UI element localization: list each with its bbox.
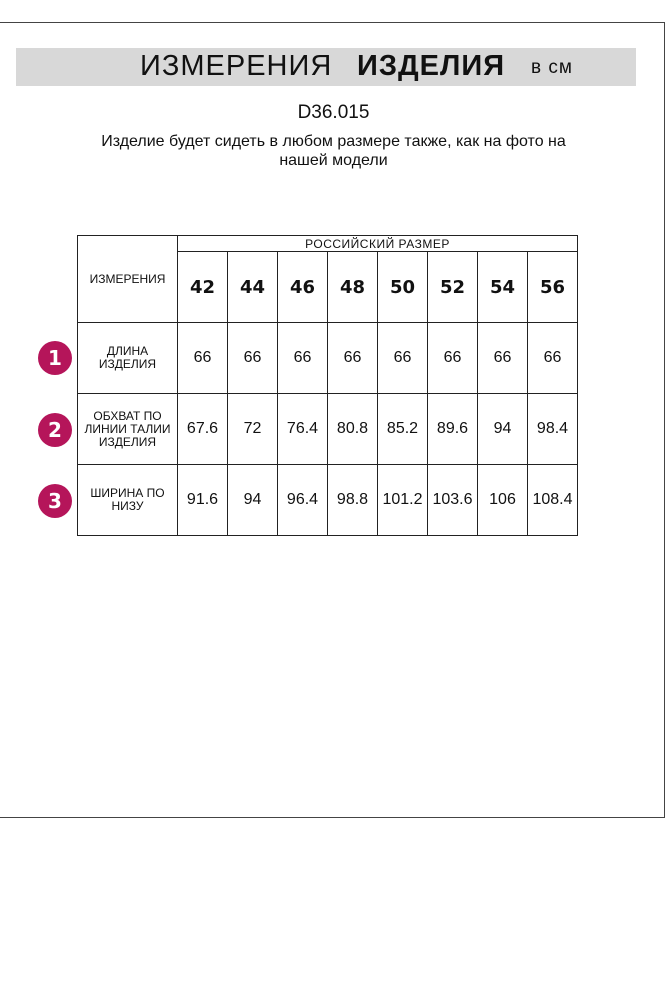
title-unit: в см bbox=[531, 57, 573, 78]
title-measurements: ИЗМЕРЕНИЯ bbox=[140, 50, 333, 82]
table-cell: 108.4 bbox=[528, 465, 578, 536]
size-header: 48 bbox=[328, 252, 378, 323]
table-cell: 66 bbox=[478, 323, 528, 394]
table-cell: 103.6 bbox=[428, 465, 478, 536]
row-badge-3: 3 bbox=[38, 484, 72, 518]
row-badge-1: 1 bbox=[38, 341, 72, 375]
table-cell: 101.2 bbox=[378, 465, 428, 536]
table-cell: 66 bbox=[428, 323, 478, 394]
row-label bbox=[78, 323, 178, 394]
table-cell: 96.4 bbox=[278, 465, 328, 536]
row-label-line: НИЗУ bbox=[111, 499, 144, 513]
table-row bbox=[78, 465, 578, 536]
row-label-line: ДЛИНА bbox=[106, 344, 149, 358]
title-bar bbox=[16, 48, 636, 86]
table-cell: 66 bbox=[328, 323, 378, 394]
row-label-line: ИЗДЕЛИЯ bbox=[98, 357, 157, 371]
size-header: 42 bbox=[178, 252, 228, 323]
table-cell: 66 bbox=[228, 323, 278, 394]
table-cell: 89.6 bbox=[428, 394, 478, 465]
row-badge-2: 2 bbox=[38, 413, 72, 447]
measure-header: ИЗМЕРЕНИЯ bbox=[78, 236, 178, 323]
size-header: 54 bbox=[478, 252, 528, 323]
row-label-line: ШИРИНА ПО bbox=[90, 486, 165, 500]
size-header: 46 bbox=[278, 252, 328, 323]
table-cell: 66 bbox=[278, 323, 328, 394]
fit-note-line-1: Изделие будет сидеть в любом размере также, как на фото на bbox=[101, 133, 566, 150]
row-label-line: ИЗДЕЛИЯ bbox=[98, 434, 157, 449]
table-cell: 94 bbox=[228, 465, 278, 536]
table-row bbox=[78, 323, 578, 394]
table-row bbox=[78, 394, 578, 465]
table-header-row bbox=[78, 236, 578, 252]
size-header: 52 bbox=[428, 252, 478, 323]
table-cell: 76.4 bbox=[278, 394, 328, 465]
size-header: 44 bbox=[228, 252, 278, 323]
row-label bbox=[78, 465, 178, 536]
size-table bbox=[77, 235, 578, 536]
table-cell: 106 bbox=[478, 465, 528, 536]
product-code: D36.015 bbox=[297, 102, 370, 123]
table-cell: 85.2 bbox=[378, 394, 428, 465]
row-label-line: ЛИНИИ ТАЛИИ bbox=[84, 421, 171, 436]
table-cell: 98.4 bbox=[528, 394, 578, 465]
table-cell: 98.8 bbox=[328, 465, 378, 536]
table-cell: 66 bbox=[378, 323, 428, 394]
fit-note-line-2: нашей модели bbox=[279, 152, 388, 169]
row-label bbox=[78, 394, 178, 465]
size-header: 50 bbox=[378, 252, 428, 323]
title-product: ИЗДЕЛИЯ bbox=[357, 50, 506, 82]
row-label-line: ОБХВАТ ПО bbox=[93, 408, 162, 423]
table-cell: 72 bbox=[228, 394, 278, 465]
table-cell: 67.6 bbox=[178, 394, 228, 465]
table-cell: 80.8 bbox=[328, 394, 378, 465]
fit-note bbox=[90, 132, 577, 170]
table-cell: 91.6 bbox=[178, 465, 228, 536]
size-header: 56 bbox=[528, 252, 578, 323]
table-cell: 94 bbox=[478, 394, 528, 465]
table-cell: 66 bbox=[178, 323, 228, 394]
size-system-header: РОССИЙСКИЙ РАЗМЕР bbox=[178, 236, 578, 252]
table-cell: 66 bbox=[528, 323, 578, 394]
